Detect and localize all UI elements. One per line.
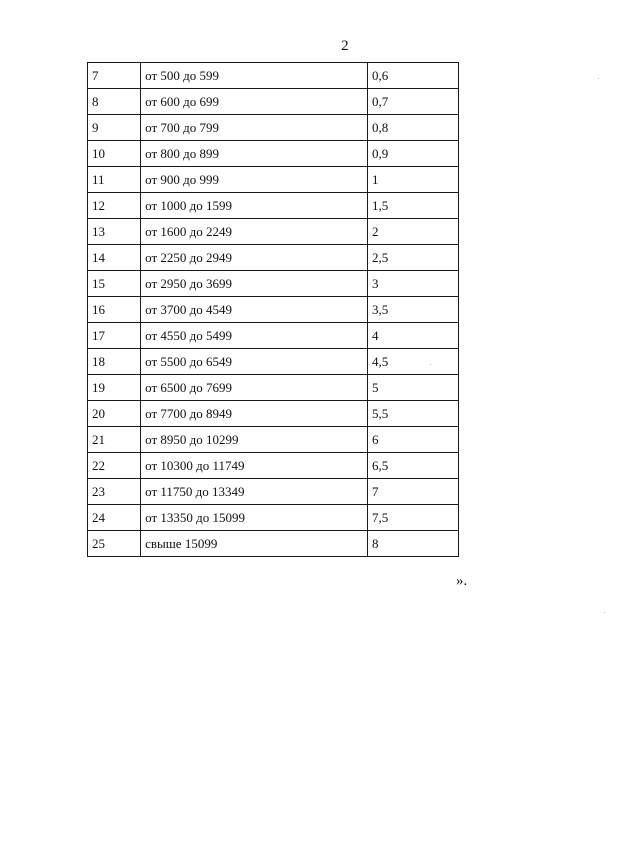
value-cell: 1 [368,167,459,193]
range-cell: от 1600 до 2249 [141,219,368,245]
rate-table [87,62,459,557]
value-cell: 6 [368,427,459,453]
table-row [88,63,459,89]
value-cell: 4,5 [368,349,459,375]
range-cell: от 5500 до 6549 [141,349,368,375]
value-cell: 0,8 [368,115,459,141]
range-cell: от 10300 до 11749 [141,453,368,479]
value-cell: 2 [368,219,459,245]
value-cell: 1,5 [368,193,459,219]
value-cell: 8 [368,531,459,557]
scan-speck [604,612,605,613]
table-row [88,167,459,193]
range-cell: от 6500 до 7699 [141,375,368,401]
row-number-cell: 8 [88,89,141,115]
row-number-cell: 19 [88,375,141,401]
value-cell: 5,5 [368,401,459,427]
row-number-cell: 22 [88,453,141,479]
value-cell: 5 [368,375,459,401]
table-row [88,349,459,375]
table-row [88,219,459,245]
row-number-cell: 12 [88,193,141,219]
value-cell: 3,5 [368,297,459,323]
range-cell: свыше 15099 [141,531,368,557]
table-row [88,89,459,115]
table-row [88,323,459,349]
table-row [88,271,459,297]
row-number-cell: 15 [88,271,141,297]
row-number-cell: 23 [88,479,141,505]
table-row [88,297,459,323]
row-number-cell: 13 [88,219,141,245]
range-cell: от 8950 до 10299 [141,427,368,453]
range-cell: от 900 до 999 [141,167,368,193]
range-cell: от 700 до 799 [141,115,368,141]
value-cell: 7,5 [368,505,459,531]
range-cell: от 2250 до 2949 [141,245,368,271]
value-cell: 0,6 [368,63,459,89]
table-row [88,427,459,453]
closing-quote: ». [456,573,468,589]
rate-table-body [88,63,459,557]
value-cell: 3 [368,271,459,297]
scan-speck [430,364,431,365]
range-cell: от 7700 до 8949 [141,401,368,427]
table-row [88,531,459,557]
value-cell: 4 [368,323,459,349]
table-row [88,193,459,219]
row-number-cell: 17 [88,323,141,349]
row-number-cell: 7 [88,63,141,89]
range-cell: от 3700 до 4549 [141,297,368,323]
range-cell: от 500 до 599 [141,63,368,89]
range-cell: от 11750 до 13349 [141,479,368,505]
table-row [88,375,459,401]
row-number-cell: 16 [88,297,141,323]
row-number-cell: 25 [88,531,141,557]
table-row [88,141,459,167]
value-cell: 7 [368,479,459,505]
value-cell: 6,5 [368,453,459,479]
row-number-cell: 21 [88,427,141,453]
range-cell: от 4550 до 5499 [141,323,368,349]
range-cell: от 600 до 699 [141,89,368,115]
table-row [88,505,459,531]
table-row [88,479,459,505]
row-number-cell: 9 [88,115,141,141]
table-row [88,115,459,141]
row-number-cell: 18 [88,349,141,375]
row-number-cell: 11 [88,167,141,193]
range-cell: от 800 до 899 [141,141,368,167]
page-number: 2 [341,38,349,54]
row-number-cell: 24 [88,505,141,531]
row-number-cell: 10 [88,141,141,167]
range-cell: от 2950 до 3699 [141,271,368,297]
table-row [88,401,459,427]
table-row [88,245,459,271]
range-cell: от 1000 до 1599 [141,193,368,219]
value-cell: 2,5 [368,245,459,271]
value-cell: 0,9 [368,141,459,167]
row-number-cell: 14 [88,245,141,271]
value-cell: 0,7 [368,89,459,115]
row-number-cell: 20 [88,401,141,427]
table-row [88,453,459,479]
range-cell: от 13350 до 15099 [141,505,368,531]
scan-speck [598,78,599,79]
